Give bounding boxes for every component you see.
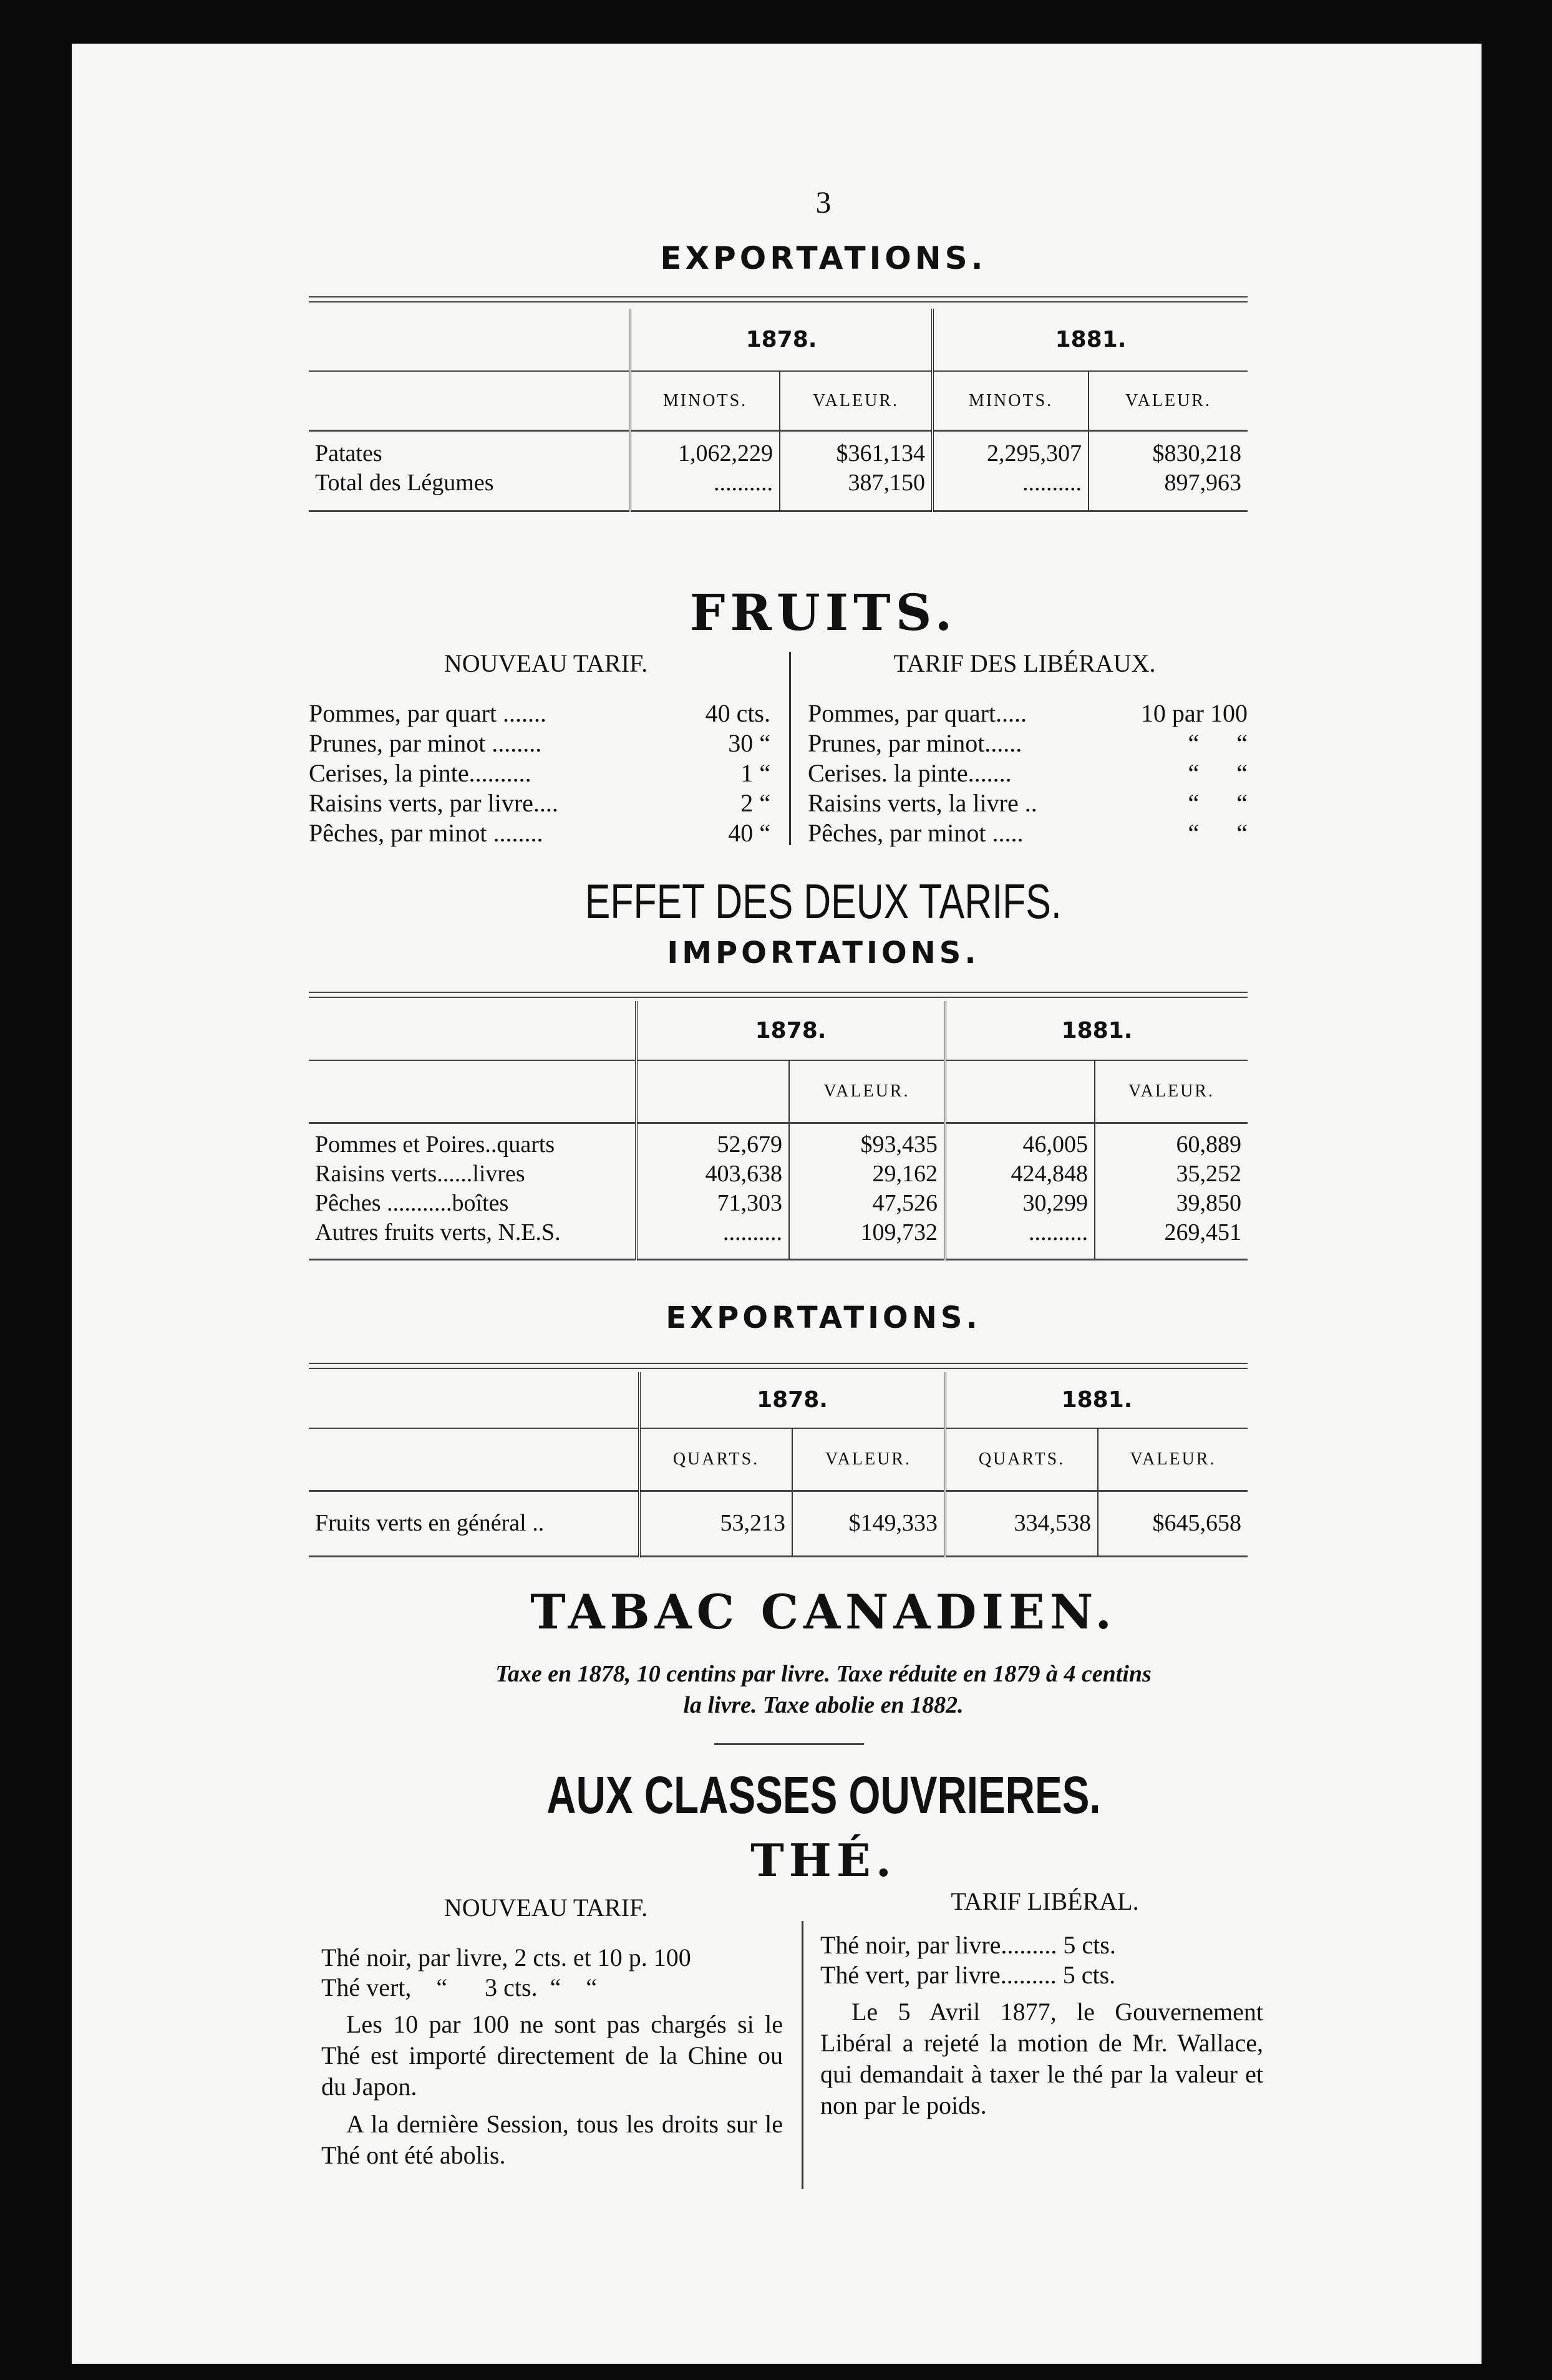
table-row: [309, 468, 1248, 511]
cell-value: $361,134: [780, 430, 933, 468]
column-header: VALEUR.: [780, 371, 933, 430]
table-row: [309, 1123, 1248, 1159]
document-page: [72, 44, 1482, 2364]
effet-heading: EFFET DES DEUX TARIFS.: [584, 874, 1062, 929]
list-item: Pêches, par minot ..... “ “: [808, 819, 1248, 847]
cell-value: 39,850: [1095, 1189, 1248, 1218]
table-row: [309, 1159, 1248, 1189]
the-right-para: Le 5 Avril 1877, le Gouvernement Libéral a rejeté la motion de Mr. Wallace, qui demandait à taxer le thé par la valeur et non par le poids.: [820, 1998, 1263, 2119]
list-item: Pommes, par quart..... 10 par 100: [808, 699, 1248, 727]
classes-heading: AUX CLASSES OUVRIERES.: [546, 1766, 1101, 1824]
cell-value: 403,638: [636, 1159, 789, 1189]
year-header-1881: 1881.: [945, 1001, 1248, 1060]
fruits-right-list: [808, 699, 1248, 848]
fruits-heading: FRUITS.: [689, 583, 958, 642]
list-item: Raisins verts, par livre.... 2 “: [309, 789, 770, 817]
cell-value: ..........: [945, 1218, 1095, 1260]
row-label: Total des Légumes: [315, 469, 494, 496]
cell-value: $93,435: [789, 1123, 945, 1159]
the-right-line-1: Thé noir, par livre......... 5 cts.: [820, 1931, 1116, 1959]
row-label: Fruits verts en général ..: [315, 1510, 545, 1536]
the-heading: THÉ.: [750, 1834, 896, 1887]
table-row: [309, 1218, 1248, 1260]
list-item: Cerises. la pinte....... “ “: [808, 759, 1248, 787]
column-header: VALEUR.: [1098, 1428, 1248, 1491]
row-label: Pommes et Poires..quarts: [315, 1131, 555, 1158]
row-label: Raisins verts......livres: [315, 1160, 525, 1187]
cell-value: 47,526: [789, 1189, 945, 1218]
cell-value: 1,062,229: [630, 430, 780, 468]
list-item: Cerises, la pinte.......... 1 “: [309, 759, 770, 787]
cell-value: ..........: [636, 1218, 789, 1260]
importations-table: [309, 1001, 1248, 1260]
cell-value: 60,889: [1095, 1123, 1248, 1159]
the-right-line-2: Thé vert, par livre......... 5 cts.: [820, 1961, 1116, 1989]
column-header: MINOTS.: [933, 371, 1089, 430]
column-header: VALEUR.: [1095, 1060, 1248, 1123]
cell-value: 334,538: [945, 1491, 1098, 1556]
the-right-column: [820, 1930, 1263, 2121]
cell-value: 109,732: [789, 1218, 945, 1260]
short-divider: [714, 1743, 864, 1745]
table-row: [309, 430, 1248, 468]
cell-value: 30,299: [945, 1189, 1095, 1218]
fruits-right-title: TARIF DES LIBÉRAUX.: [893, 649, 1156, 677]
divider: [309, 992, 1248, 998]
tabac-line-2: la livre. Taxe abolie en 1882.: [683, 1692, 964, 1718]
cell-value: 35,252: [1095, 1159, 1248, 1189]
column-header: VALEUR.: [1089, 371, 1248, 430]
importations-heading: IMPORTATIONS.: [667, 936, 980, 970]
tabac-line-1: Taxe en 1878, 10 centins par livre. Taxe réduite en 1879 à 4 centins: [495, 1661, 1152, 1687]
table-row: [309, 1189, 1248, 1218]
row-label: Autres fruits verts, N.E.S.: [315, 1219, 561, 1246]
list-item: Pêches, par minot ........ 40 “: [309, 819, 770, 847]
the-right-title: TARIF LIBÉRAL.: [951, 1887, 1139, 1915]
year-header-1878: 1878.: [639, 1372, 945, 1428]
cell-value: 46,005: [945, 1123, 1095, 1159]
cell-value: 29,162: [789, 1159, 945, 1189]
exportations-fruits-heading: EXPORTATIONS.: [666, 1300, 981, 1335]
column-header: MINOTS.: [630, 371, 780, 430]
year-header-1878: 1878.: [630, 309, 933, 371]
cell-value: $149,333: [792, 1491, 945, 1556]
cell-value: $830,218: [1089, 430, 1248, 468]
list-item: Pommes, par quart ....... 40 cts.: [309, 699, 770, 727]
divider: [309, 296, 1248, 302]
cell-value: 269,451: [1095, 1218, 1248, 1260]
cell-value: 2,295,307: [933, 430, 1089, 468]
list-item: Prunes, par minot...... “ “: [808, 729, 1248, 757]
year-header-1881: 1881.: [933, 309, 1248, 371]
effet-heading-wrap: [309, 873, 1338, 930]
cell-value: 387,150: [780, 468, 933, 511]
cell-value: 52,679: [636, 1123, 789, 1159]
year-header-1878: 1878.: [636, 1001, 945, 1060]
column-divider: [802, 1921, 803, 2189]
the-left-line-1: Thé noir, par livre, 2 cts. et 10 p. 100: [321, 1943, 691, 1971]
column-header: QUARTS.: [639, 1428, 792, 1491]
exportations-fruits-table: [309, 1372, 1248, 1557]
row-label: Pêches ...........boîtes: [315, 1189, 509, 1216]
the-left-para-1: Les 10 par 100 ne sont pas chargés si le Thé est importé directement de la Chine ou du Japon.: [321, 2010, 783, 2101]
column-header: VALEUR.: [789, 1060, 945, 1123]
list-item: Prunes, par minot ........ 30 “: [309, 729, 770, 757]
cell-value: 53,213: [639, 1491, 792, 1556]
the-left-title: NOUVEAU TARIF.: [444, 1894, 648, 1922]
column-header: VALEUR.: [792, 1428, 945, 1491]
year-header-1881: 1881.: [945, 1372, 1248, 1428]
cell-value: 424,848: [945, 1159, 1095, 1189]
tabac-heading: TABAC CANADIEN.: [530, 1584, 1117, 1640]
the-left-para-2: A la dernière Session, tous les droits sur le Thé ont été abolis.: [321, 2110, 783, 2169]
cell-value: $645,658: [1098, 1491, 1248, 1556]
divider: [309, 1363, 1248, 1369]
table-row: [309, 1491, 1248, 1556]
row-label: Patates: [315, 440, 382, 467]
exportations-legumes-heading: EXPORTATIONS.: [660, 240, 987, 276]
page-number: 3: [815, 185, 832, 220]
fruits-left-title: NOUVEAU TARIF.: [444, 649, 648, 677]
cell-value: ..........: [933, 468, 1089, 511]
list-item: Raisins verts, la livre .. “ “: [808, 789, 1248, 817]
fruits-left-list: [309, 699, 770, 848]
exportations-legumes-table: [309, 309, 1248, 512]
classes-heading-wrap: [309, 1765, 1338, 1826]
the-left-column: [321, 1943, 783, 2171]
column-divider: [789, 652, 791, 845]
column-header: QUARTS.: [945, 1428, 1098, 1491]
cell-value: 71,303: [636, 1189, 789, 1218]
cell-value: 897,963: [1089, 468, 1248, 511]
the-left-line-2: Thé vert, “ 3 cts. “ “: [321, 1973, 598, 2001]
cell-value: ..........: [630, 468, 780, 511]
